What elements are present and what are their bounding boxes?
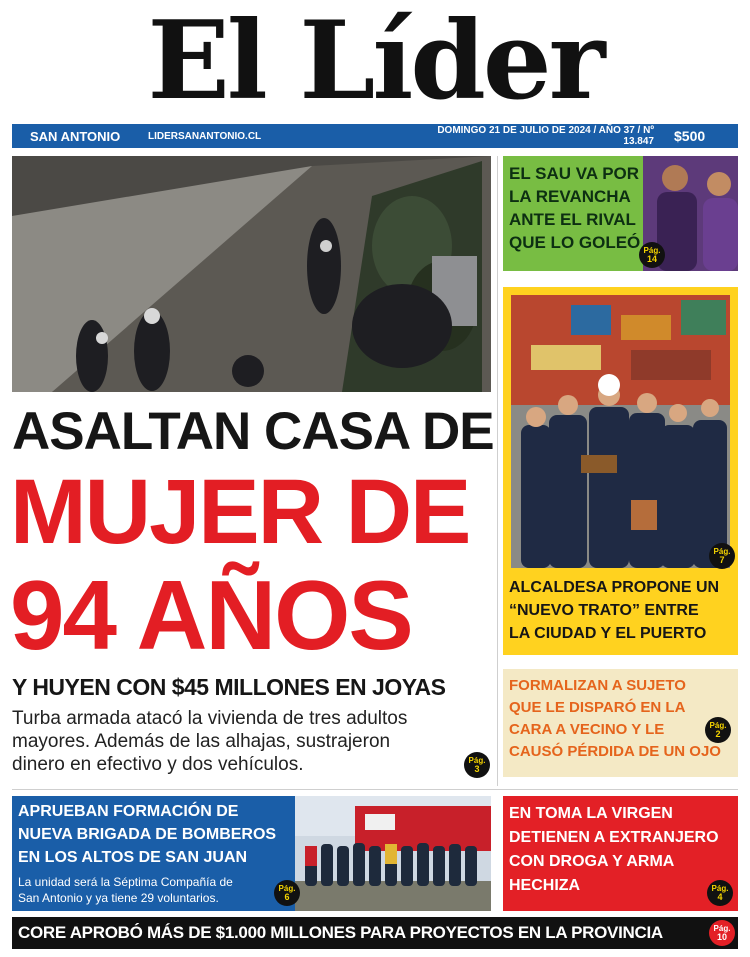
row-separator bbox=[12, 789, 738, 790]
website-link[interactable]: LIDERSANANTONIO.CL bbox=[148, 130, 262, 142]
sports-page-number: 14 bbox=[646, 254, 657, 264]
port-page-prefix: Pág. bbox=[713, 547, 731, 556]
sports-page-badge[interactable] bbox=[639, 242, 665, 268]
drugs-page-prefix: Pág. bbox=[711, 884, 729, 893]
firefighters-photo bbox=[295, 796, 491, 911]
footer-page-badge[interactable] bbox=[709, 920, 735, 946]
drugs-headline-line-3: CON DROGA Y ARMA bbox=[509, 853, 675, 870]
firefighters-headline-line-3: EN LOS ALTOS DE SAN JUAN bbox=[18, 849, 248, 866]
port-page-number: 7 bbox=[719, 555, 725, 565]
crime-headline-line-2: QUE LE DISPARÓ EN LA bbox=[509, 699, 686, 716]
main-page-number: 3 bbox=[474, 764, 480, 774]
date-issue: DOMINGO 21 DE JULIO DE 2024 / AÑO 37 / Nº 13.847 bbox=[437, 125, 654, 147]
crime-page-prefix: Pág. bbox=[709, 721, 727, 730]
port-page-badge[interactable] bbox=[709, 543, 735, 569]
crime-headline bbox=[509, 675, 734, 763]
drugs-headline-line-2: DETIENEN A EXTRANJERO bbox=[509, 829, 719, 846]
firefighters-headline bbox=[18, 800, 298, 869]
firefighters-page-number: 6 bbox=[284, 892, 290, 902]
firefighters-summary bbox=[18, 874, 288, 906]
crime-headline-line-3: CARA A VECINO Y LE bbox=[509, 721, 665, 738]
newspaper-logo: El Líder bbox=[147, 0, 603, 124]
main-summary-line-2: mayores. Además de las alhajas, sustrajeron bbox=[12, 731, 391, 752]
crime-headline-line-4: CAUSÓ PÉRDIDA DE UN OJO bbox=[509, 743, 721, 760]
column-separator bbox=[497, 156, 498, 786]
main-headline-line-3[interactable]: 94 AÑOS bbox=[10, 560, 412, 670]
port-headline-line-3: LA CIUDAD Y EL PUERTO bbox=[509, 625, 707, 642]
main-summary-line-3: dinero en efectivo y dos vehículos. bbox=[12, 754, 304, 775]
drugs-headline-line-4: HECHIZA bbox=[509, 877, 581, 894]
masthead bbox=[0, 0, 750, 122]
firefighters-headline-line-2: NUEVA BRIGADA DE BOMBEROS bbox=[18, 826, 277, 843]
firefighters-page-badge[interactable] bbox=[274, 880, 300, 906]
footer-bar[interactable] bbox=[12, 917, 738, 949]
port-headline bbox=[509, 576, 734, 645]
footer-headline: CORE APROBÓ MÁS DE $1.000 MILLONES PARA PROYECTOS EN LA PROVINCIA bbox=[18, 923, 663, 942]
sports-card[interactable] bbox=[503, 156, 738, 271]
price-label: $500 bbox=[674, 128, 706, 144]
sports-page-prefix: Pág. bbox=[643, 246, 661, 255]
firefighters-page-prefix: Pág. bbox=[278, 884, 296, 893]
sports-headline bbox=[509, 162, 659, 254]
drugs-headline-line-1: EN TOMA LA VIRGEN bbox=[509, 805, 673, 822]
crime-card[interactable] bbox=[503, 669, 738, 777]
city-label: SAN ANTONIO bbox=[30, 128, 121, 144]
port-headline-line-2: “NUEVO TRATO” ENTRE bbox=[509, 602, 699, 619]
port-press-photo bbox=[511, 295, 730, 568]
firefighters-summary-line-1: La unidad será la Séptima Compañía de bbox=[18, 875, 233, 889]
sports-headline-line-1: EL SAU VA POR bbox=[509, 164, 640, 183]
crime-headline-line-1: FORMALIZAN A SUJETO bbox=[509, 677, 686, 694]
main-page-badge[interactable] bbox=[464, 752, 490, 778]
main-summary-line-1: Turba armada atacó la vivienda de tres adultos bbox=[12, 708, 408, 729]
main-subheadline[interactable]: Y HUYEN CON $45 MILLONES EN JOYAS bbox=[12, 674, 446, 700]
main-page-prefix: Pág. bbox=[468, 756, 486, 765]
sports-headline-line-2: LA REVANCHA bbox=[509, 187, 631, 206]
firefighters-card[interactable] bbox=[12, 796, 491, 911]
firefighters-summary-line-2: San Antonio y ya tiene 29 voluntarios. bbox=[18, 891, 219, 905]
port-headline-line-1: ALCALDESA PROPONE UN bbox=[509, 579, 720, 596]
firefighters-headline-line-1: APRUEBAN FORMACIÓN DE bbox=[18, 803, 239, 820]
footer-page-prefix: Pág. bbox=[713, 924, 731, 933]
cctv-image bbox=[12, 156, 491, 392]
drugs-headline bbox=[509, 802, 734, 898]
main-summary bbox=[12, 707, 472, 777]
main-headline-line-1[interactable]: ASALTAN CASA DE bbox=[12, 402, 494, 461]
port-card[interactable] bbox=[503, 287, 738, 655]
main-story-photo[interactable] bbox=[12, 156, 491, 392]
drugs-page-badge[interactable] bbox=[707, 880, 733, 906]
sports-headline-line-3: ANTE EL RIVAL bbox=[509, 210, 636, 229]
drugs-page-number: 4 bbox=[717, 892, 723, 902]
crime-page-badge[interactable] bbox=[705, 717, 731, 743]
sports-headline-line-4: QUE LO GOLEÓ bbox=[509, 233, 641, 252]
info-bar bbox=[12, 124, 738, 148]
drugs-card[interactable] bbox=[503, 796, 738, 911]
main-headline-line-2[interactable]: MUJER DE bbox=[10, 461, 470, 563]
crime-page-number: 2 bbox=[715, 729, 721, 739]
footer-page-number: 10 bbox=[716, 932, 727, 942]
